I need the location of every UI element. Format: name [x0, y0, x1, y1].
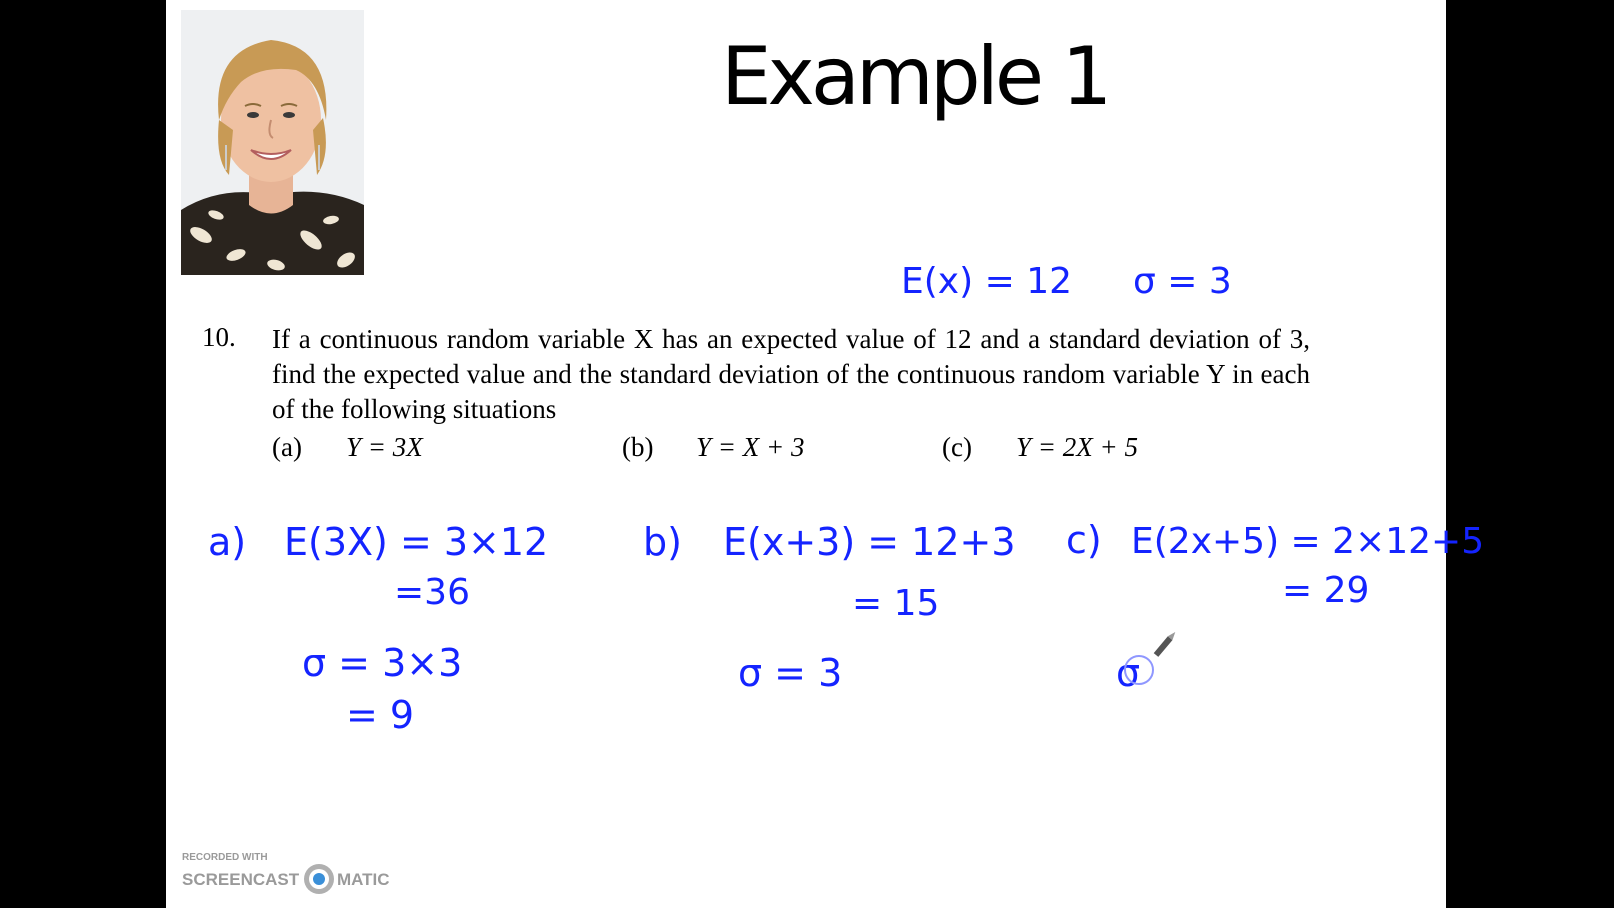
option-expression: Y = 2X + 5	[1016, 432, 1138, 462]
part-a-sd-result: = 9	[346, 693, 415, 737]
screencast-logo	[182, 850, 412, 902]
cursor-ring	[1125, 656, 1153, 684]
option-label: (b)	[622, 432, 654, 462]
part-c-label: c)	[1066, 518, 1102, 562]
given-std-dev: σ = 3	[1133, 261, 1232, 302]
part-c-sd: σ	[1116, 651, 1141, 695]
part-b-label: b)	[643, 520, 682, 564]
part-c-mean-result: = 29	[1282, 570, 1370, 611]
part-a-sd: σ = 3×3	[302, 641, 463, 685]
presenter-portrait	[181, 10, 364, 275]
option-label: (a)	[272, 432, 302, 462]
part-a-label: a)	[208, 520, 247, 564]
watermark-right: MATIC	[337, 870, 390, 889]
part-b-mean: E(x+3) = 12+3	[723, 520, 1016, 564]
given-expected-value: E(x) = 12	[901, 261, 1072, 302]
watermark-left: SCREENCAST	[182, 870, 300, 889]
part-c-mean: E(2x+5) = 2×12+5	[1131, 521, 1485, 562]
problem-number: 10.	[202, 322, 236, 352]
option-b	[622, 432, 804, 463]
pen-cursor-icon	[1154, 630, 1178, 657]
option-a	[272, 432, 423, 463]
option-expression: Y = X + 3	[696, 432, 805, 462]
screencast-watermark	[182, 850, 412, 902]
watermark-line1: RECORDED WITH	[182, 852, 268, 863]
part-a-mean-result: =36	[394, 572, 470, 613]
part-b-mean-result: = 15	[852, 583, 940, 624]
part-b-sd: σ = 3	[738, 651, 843, 695]
part-a-mean: E(3X) = 3×12	[284, 520, 549, 564]
slide-title: Example 1	[721, 30, 1109, 123]
slide	[166, 0, 1485, 908]
option-label: (c)	[942, 432, 972, 462]
problem-text: If a continuous random variable X has an expected value of 12 and a standard deviation of 3, find the expected value and the standard deviation of the continuous random variable Y in each of the following situations	[272, 324, 1310, 424]
option-expression: Y = 3X	[346, 432, 423, 462]
option-c	[942, 432, 1138, 463]
presenter-photo	[181, 10, 364, 275]
